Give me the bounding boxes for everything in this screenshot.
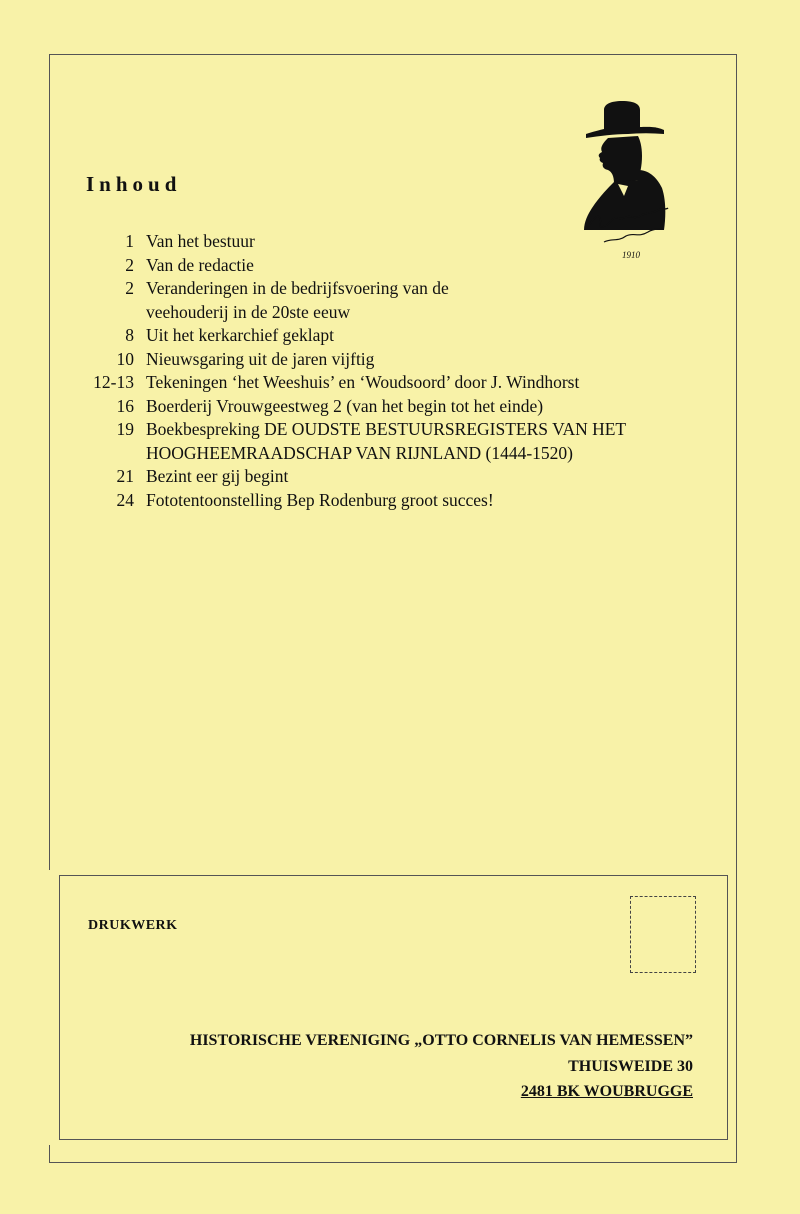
- silhouette-portrait-icon: [578, 96, 678, 266]
- toc-title: Van het bestuur: [146, 231, 255, 251]
- frame-gap: [47, 870, 52, 1146]
- drukwerk-label: DRUKWERK: [88, 918, 178, 933]
- toc-entry: [70, 324, 710, 348]
- toc-entry: [70, 489, 710, 513]
- toc-page-number: 2: [125, 254, 134, 275]
- toc-page-number: 10: [116, 348, 134, 369]
- toc-title: Boekbespreking DE OUDSTE BESTUURSREGISTERS VAN HET HOOGHEEMRAADSCHAP VAN RIJNLAND (1444-1520): [146, 419, 627, 463]
- toc-entry: [70, 395, 710, 419]
- toc-entry: [70, 371, 710, 395]
- toc-page-number: 8: [125, 325, 134, 345]
- toc-title: Uit het kerkarchief geklapt: [146, 325, 335, 345]
- toc-page-number: 12-13: [93, 372, 134, 392]
- toc-title: Nieuwsgaring uit de jaren vijftig: [146, 348, 375, 369]
- toc-page-number: 16: [116, 395, 134, 416]
- toc-page-number: 24: [116, 489, 134, 510]
- stamp-placeholder: [630, 896, 696, 973]
- toc-page-number: 2: [125, 278, 134, 298]
- toc-title: Veranderingen in de bedrijfsvoering van de veehouderij in de 20ste eeuw: [146, 278, 449, 322]
- toc-title: Boerderij Vrouwgeestweg 2 (van het begin tot het einde): [146, 395, 544, 416]
- toc-title: Fototentoonstelling Bep Rodenburg groot succes!: [146, 489, 494, 510]
- organisation-street: THUISWEIDE 30: [568, 1058, 693, 1075]
- toc-title: Tekeningen ‘het Weeshuis’ en ‘Woudsoord’ door J. Windhorst: [146, 372, 580, 392]
- toc-page-number: 21: [116, 466, 134, 486]
- silhouette-year: 1910: [622, 250, 640, 260]
- toc-page-number: 19: [116, 419, 134, 439]
- table-of-contents: [70, 230, 710, 512]
- frame-tick: [49, 1145, 50, 1163]
- toc-title: Bezint eer gij begint: [146, 466, 289, 486]
- toc-entry: [70, 465, 710, 489]
- toc-entry: [70, 418, 710, 465]
- organisation-city: 2481 BK WOUBRUGGE: [520, 1083, 693, 1100]
- toc-title: Van de redactie: [146, 254, 254, 275]
- contents-heading: Inhoud: [86, 172, 182, 196]
- toc-entry: [70, 348, 710, 372]
- organisation-name: HISTORISCHE VERENIGING „OTTO CORNELIS VAN HEMESSEN”: [189, 1032, 693, 1049]
- toc-entry: [70, 277, 710, 324]
- toc-page-number: 1: [125, 231, 134, 251]
